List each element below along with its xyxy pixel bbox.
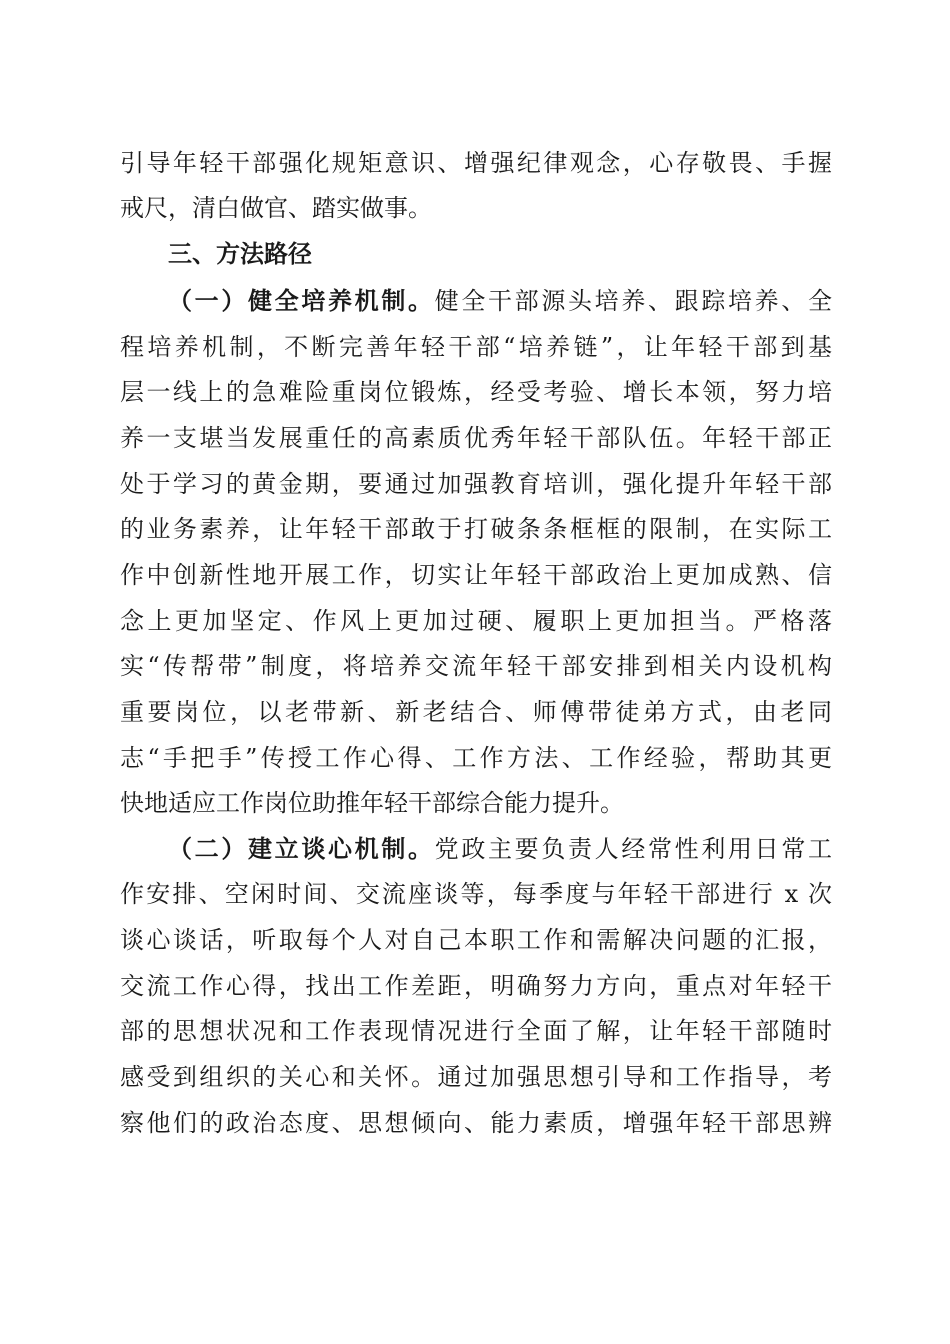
body-line: 层一线上的急难险重岗位锻炼，经受考验、增长本领，努力培 bbox=[120, 378, 832, 406]
paragraph-first-line bbox=[168, 281, 832, 321]
body-line: 志“手把手”传授工作心得、工作方法、工作经验，帮助其更 bbox=[120, 744, 832, 772]
subsection-title: （二）建立谈心机制。 bbox=[168, 835, 435, 863]
body-line: 戒尺，清白做官、踏实做事。 bbox=[120, 194, 432, 222]
body-line: 作安排、空闲时间、交流座谈等，每季度与年轻干部进行 x 次 bbox=[120, 880, 832, 908]
body-text: 党政主要负责人经常性利用日常工 bbox=[434, 835, 832, 863]
body-line: 察他们的政治态度、思想倾向、能力素质，增强年轻干部思辨 bbox=[120, 1109, 832, 1137]
paragraph-first-line bbox=[168, 829, 832, 869]
body-line: 实“传帮带”制度，将培养交流年轻干部安排到相关内设机构 bbox=[120, 652, 832, 680]
body-text: 健全干部源头培养、跟踪培养、全 bbox=[434, 287, 832, 315]
body-line: 交流工作心得，找出工作差距，明确努力方向，重点对年轻干 bbox=[120, 972, 832, 1000]
body-line: 引导年轻干部强化规矩意识、增强纪律观念，心存敬畏、手握 bbox=[120, 149, 832, 177]
body-line: 部的思想状况和工作表现情况进行全面了解，让年轻干部随时 bbox=[120, 1017, 832, 1045]
body-line: 的业务素养，让年轻干部敢于打破条条框框的限制，在实际工 bbox=[120, 515, 832, 543]
body-line: 作中创新性地开展工作，切实让年轻干部政治上更加成熟、信 bbox=[120, 561, 832, 589]
body-line: 程培养机制，不断完善年轻干部“培养链”，让年轻干部到基 bbox=[120, 333, 832, 361]
body-line: 处于学习的黄金期，要通过加强教育培训，强化提升年轻干部 bbox=[120, 470, 832, 498]
body-line: 谈心谈话，听取每个人对自己本职工作和需解决问题的汇报， bbox=[120, 926, 832, 954]
body-line: 快地适应工作岗位助推年轻干部综合能力提升。 bbox=[120, 789, 624, 817]
subsection-title: （一）健全培养机制。 bbox=[168, 287, 435, 315]
section-heading: 三、方法路径 bbox=[168, 240, 312, 268]
body-line: 感受到组织的关心和关怀。通过加强思想引导和工作指导，考 bbox=[120, 1063, 832, 1091]
body-line: 重要岗位，以老带新、新老结合、师傅带徒弟方式，由老同 bbox=[120, 698, 832, 726]
body-line: 念上更加坚定、作风上更加过硬、履职上更加担当。严格落 bbox=[120, 607, 832, 635]
body-line: 养一支堪当发展重任的高素质优秀年轻干部队伍。年轻干部正 bbox=[120, 424, 832, 452]
